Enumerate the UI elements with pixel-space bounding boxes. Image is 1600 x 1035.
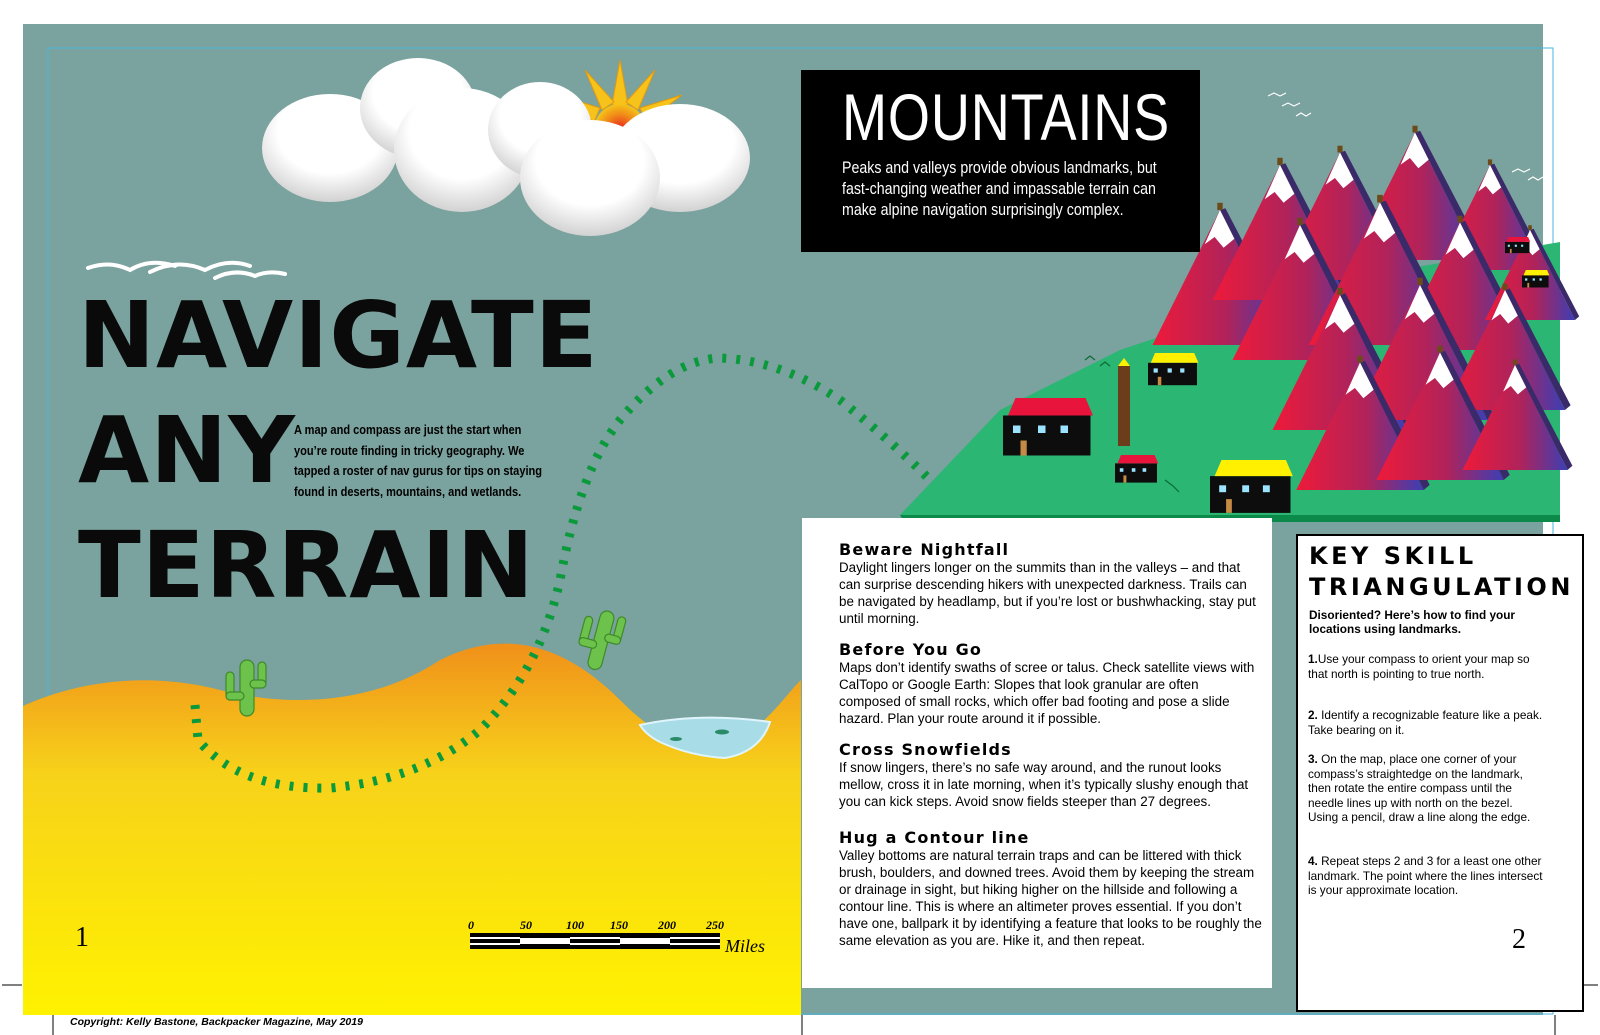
headline-line-3: TERRAIN (78, 512, 535, 619)
step-text: Repeat steps 2 and 3 for a least one other landmark. The point where the lines intersect is your approximate location. (1308, 854, 1543, 897)
step-number: 3. (1308, 752, 1318, 766)
key-skill-box (1296, 534, 1584, 1012)
section-heading: Cross Snowfields (839, 740, 1012, 759)
section-heading: Hug a Contour line (839, 828, 1030, 847)
scale-label: 250 (706, 918, 724, 932)
scale-label: 150 (610, 918, 628, 932)
intro-text: A map and compass are just the start when you’re route finding in tricky geography. We tapped a roster of nav gurus for tips on staying found in deserts, mountains, and wetlands. (294, 422, 543, 499)
article-panel (802, 518, 1272, 988)
headline-line-2: ANY (78, 397, 296, 504)
scale-bar-labels (470, 918, 770, 938)
section-body: Daylight lingers longer on the summits than in the valleys – and that can surprise descending hikers with unexpected darkness. Trails can be navigated by headlamp, but if you’re lost or bushwhacking, stay put until morning. (839, 560, 1256, 626)
mountains-subtitle: Peaks and valleys provide obvious landmarks, but fast-changing weather and impassable terrain can make alpine navigation surprisingly complex. (842, 159, 1157, 219)
scale-label: 50 (520, 918, 532, 932)
step-number: 1. (1308, 652, 1318, 666)
key-skill-heading: KEY SKILL (1309, 542, 1477, 570)
step-item (1308, 708, 1543, 737)
scale-label: 0 (468, 918, 474, 932)
copyright-line: Copyright: Kelly Bastone, Backpacker Magazine, May 2019 (70, 1016, 363, 1028)
step-item (1308, 652, 1543, 681)
scale-label: 200 (658, 918, 676, 932)
page-number-left: 1 (75, 922, 89, 953)
step-item (1308, 854, 1543, 898)
step-text: Identify a recognizable feature like a peak. Take bearing on it. (1308, 708, 1543, 737)
key-skill-lead: Disoriented? Here’s how to find your locations using landmarks. (1309, 608, 1516, 636)
step-number: 4. (1308, 854, 1318, 868)
mountains-header-box (801, 70, 1200, 252)
scale-label: 100 (566, 918, 584, 932)
section-heading: Beware Nightfall (839, 540, 1010, 559)
step-text: Use your compass to orient your map so that north is pointing to true north. (1308, 652, 1530, 681)
section-body: Maps don’t identify swaths of scree or talus. Check satellite views with CalTopo or Google Earth: Slopes that look granular are often composed of small rocks, which offer bad footing and pose a slide hazard. Plan your route around it if possible. (839, 660, 1255, 726)
section-body: If snow lingers, there’s no safe way around, and the runout looks mellow, cross it in late morning, when it’s typically slushy enough that you can kick steps. Avoid snow fields steeper than 27 degrees. (839, 760, 1249, 809)
step-item (1308, 752, 1543, 825)
scale-unit: Miles (725, 936, 765, 956)
step-number: 2. (1308, 708, 1318, 722)
step-text: On the map, place one corner of your compass’s straightedge on the landmark, then rotate the entire compass until the needle lines up with north on the bezel. Using a pencil, draw a line along the edge. (1308, 752, 1531, 824)
triangulation-heading: TRIANGULATION (1309, 573, 1574, 601)
headline-line-1: NAVIGATE (78, 282, 599, 389)
section-heading: Before You Go (839, 640, 983, 659)
section-body: Valley bottoms are natural terrain traps and can be littered with thick brush, boulders, and downed trees. Avoid them by keeping the stream or drainage in sight, but hiking higher on the hillside and following a contour line. This is where an altimeter proves essential. If you don’t have one, ballpark it by identifying a feature that looks to be roughly the same elevation as you are. Hike it, and then repeat. (839, 848, 1262, 948)
mountains-title: MOUNTAINS (842, 80, 1171, 154)
page-number-right: 2 (1512, 924, 1526, 955)
